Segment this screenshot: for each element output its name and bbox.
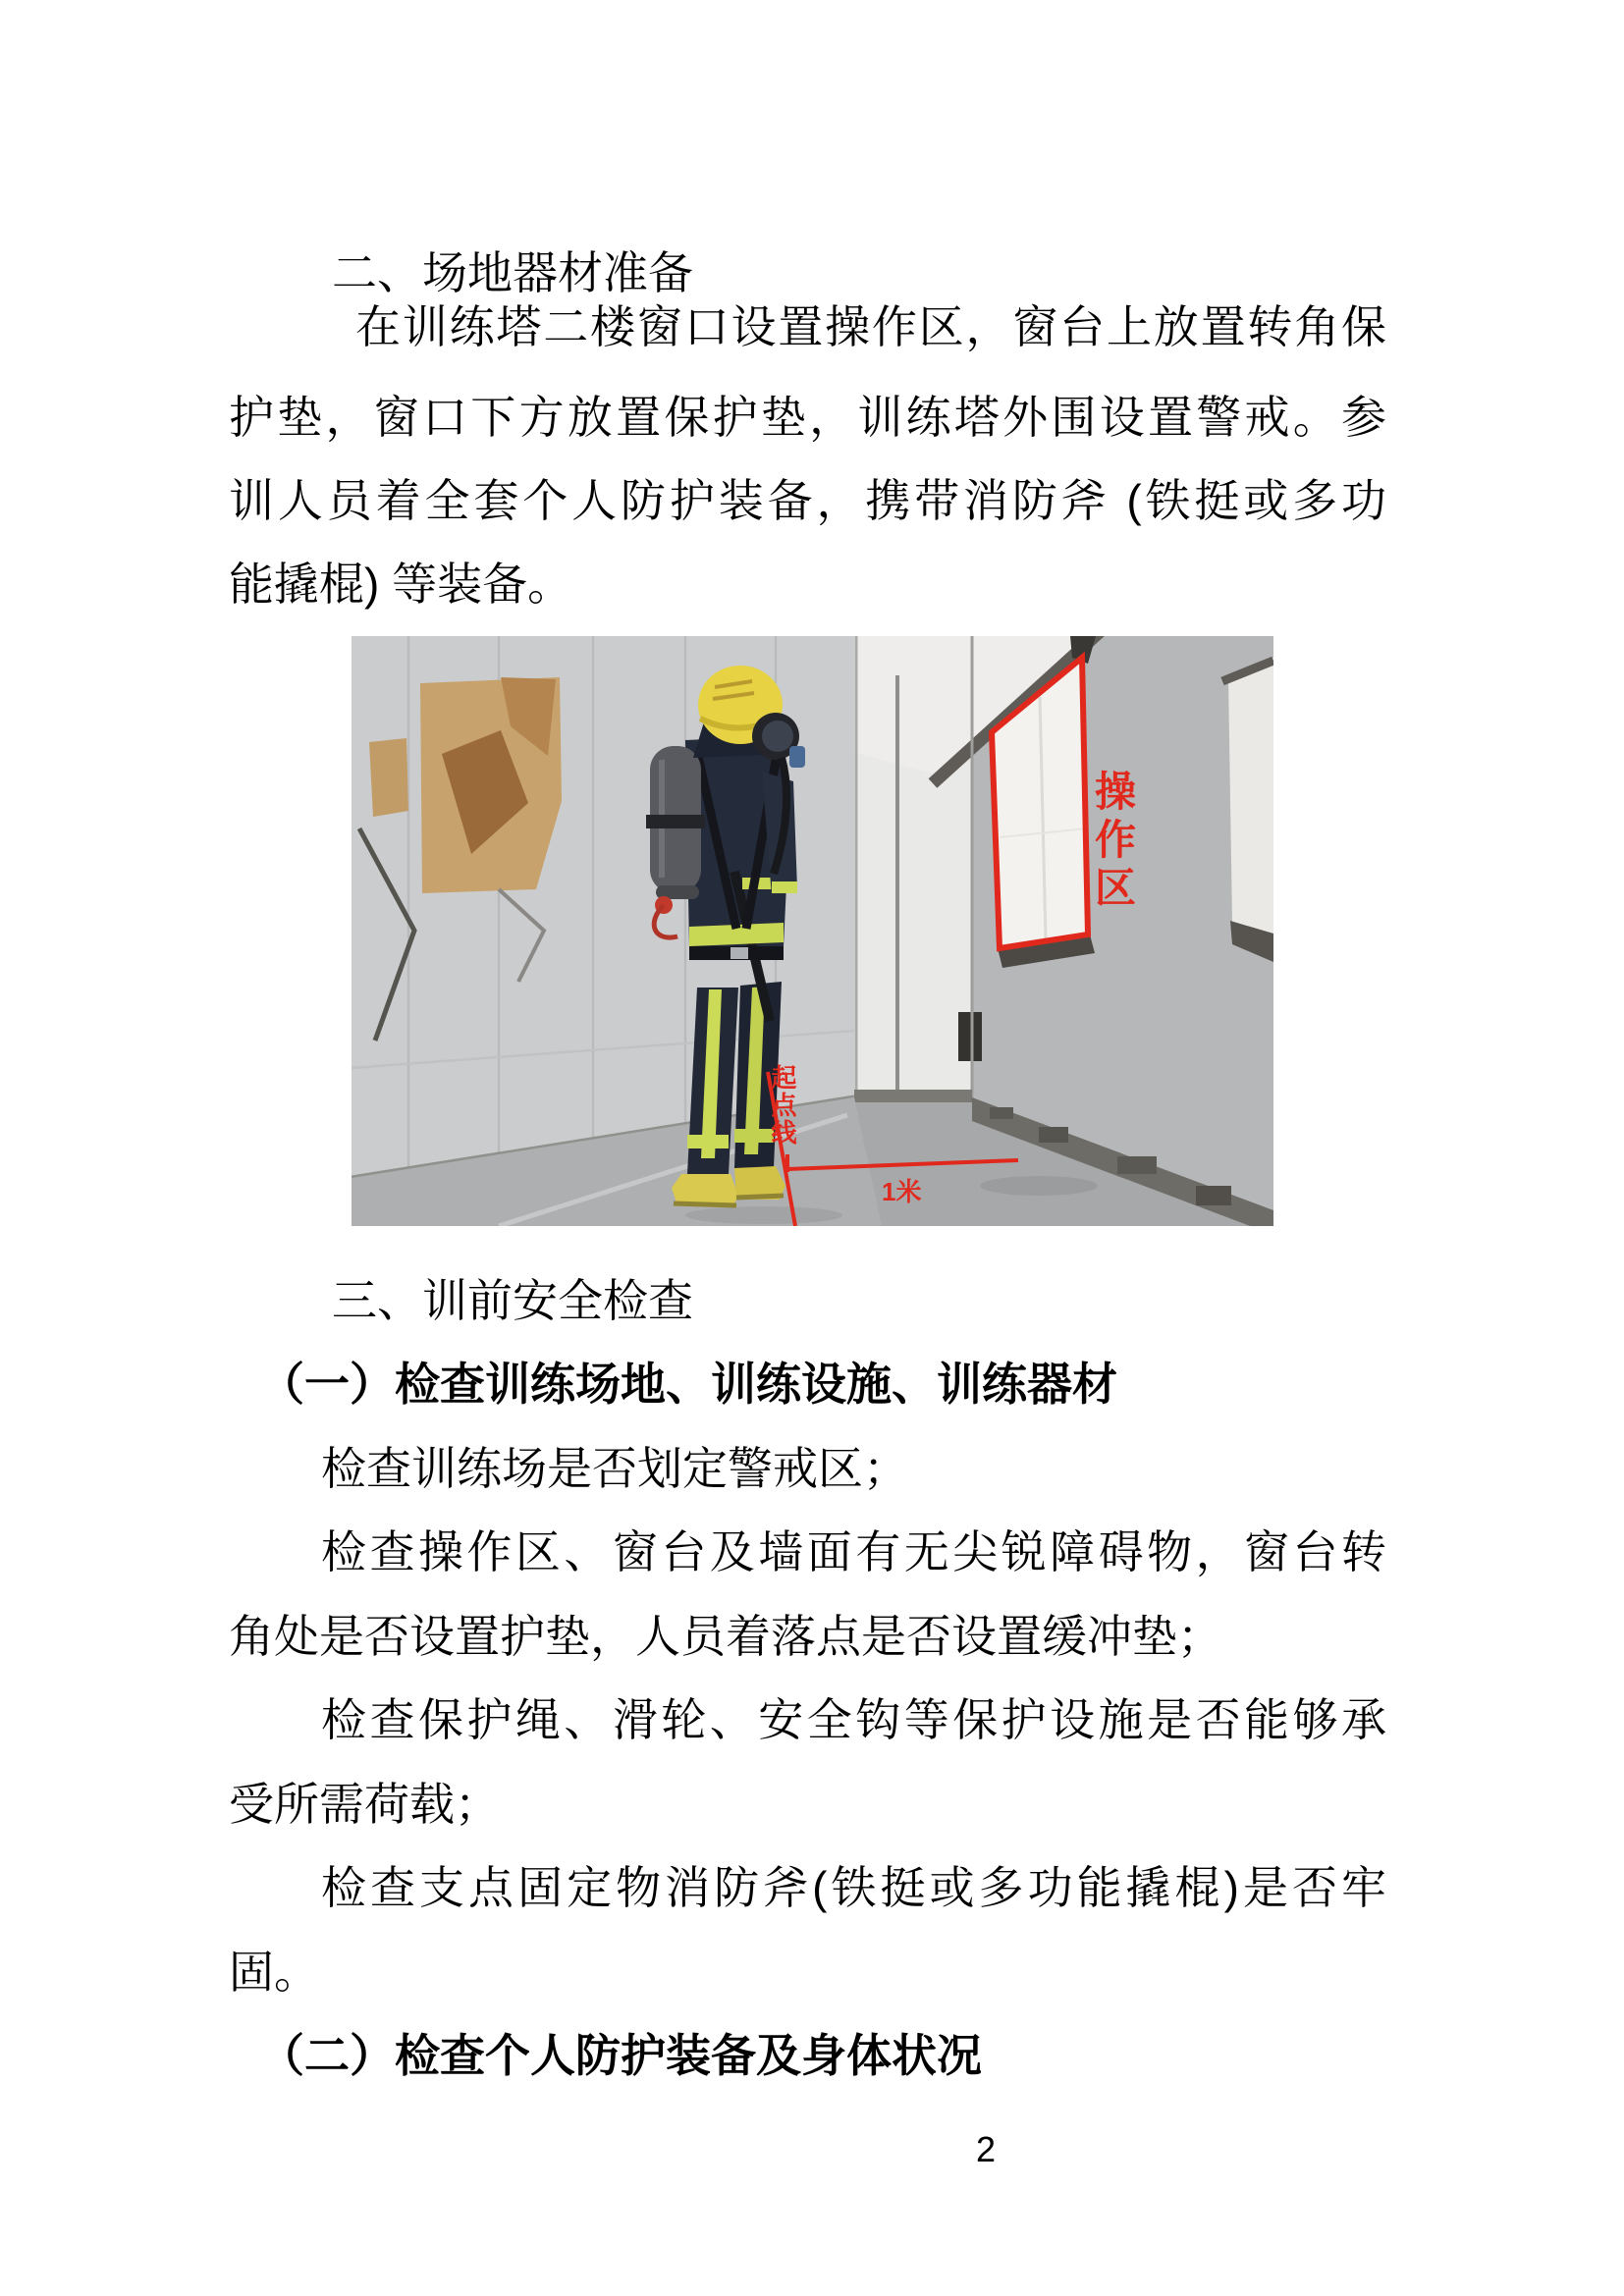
section3-subheading-2: （二）检查个人防护装备及身体状况 (259, 2030, 982, 2081)
start-line-label: 起点线 (768, 1064, 797, 1147)
check-item-4-line-1: 检查支点固定物消防斧(铁挺或多功能撬棍)是否牢 (321, 1862, 1386, 1913)
section2-paragraph-line-1: 在训练塔二楼窗口设置操作区，窗台上放置转角保 (355, 301, 1386, 352)
section2-heading: 二、场地器材准备 (332, 247, 693, 298)
section3-subheading-1: （一）检查训练场地、训练设施、训练器材 (259, 1359, 1117, 1410)
check-item-2-line-2: 角处是否设置护垫，人员着落点是否设置缓冲垫； (229, 1611, 1222, 1662)
one-meter-label: 1米 (882, 1177, 922, 1206)
training-photo (352, 636, 1273, 1226)
section3-heading: 三、训前安全检查 (332, 1275, 693, 1326)
check-item-3-line-2: 受所需荷载； (229, 1779, 500, 1830)
check-item-3-line-1: 检查保护绳、滑轮、安全钩等保护设施是否能够承 (321, 1694, 1386, 1745)
page-number: 2 (976, 2129, 997, 2169)
corridor-scene (352, 636, 1273, 1226)
check-item-4-line-2: 固。 (229, 1947, 319, 1998)
check-item-1: 检查训练场是否划定警戒区； (321, 1443, 908, 1494)
section2-paragraph-line-3: 训人员着全套个人防护装备，携带消防斧 (铁挺或多功 (229, 475, 1386, 526)
section2-paragraph-line-2: 护垫，窗口下方放置保护垫，训练塔外围设置警戒。参 (229, 392, 1386, 443)
operation-area-label: 操作区 (1090, 770, 1136, 914)
check-item-2-line-1: 检查操作区、窗台及墙面有无尖锐障碍物，窗台转 (321, 1526, 1386, 1577)
section2-paragraph-line-4: 能撬棍) 等装备。 (229, 559, 573, 610)
